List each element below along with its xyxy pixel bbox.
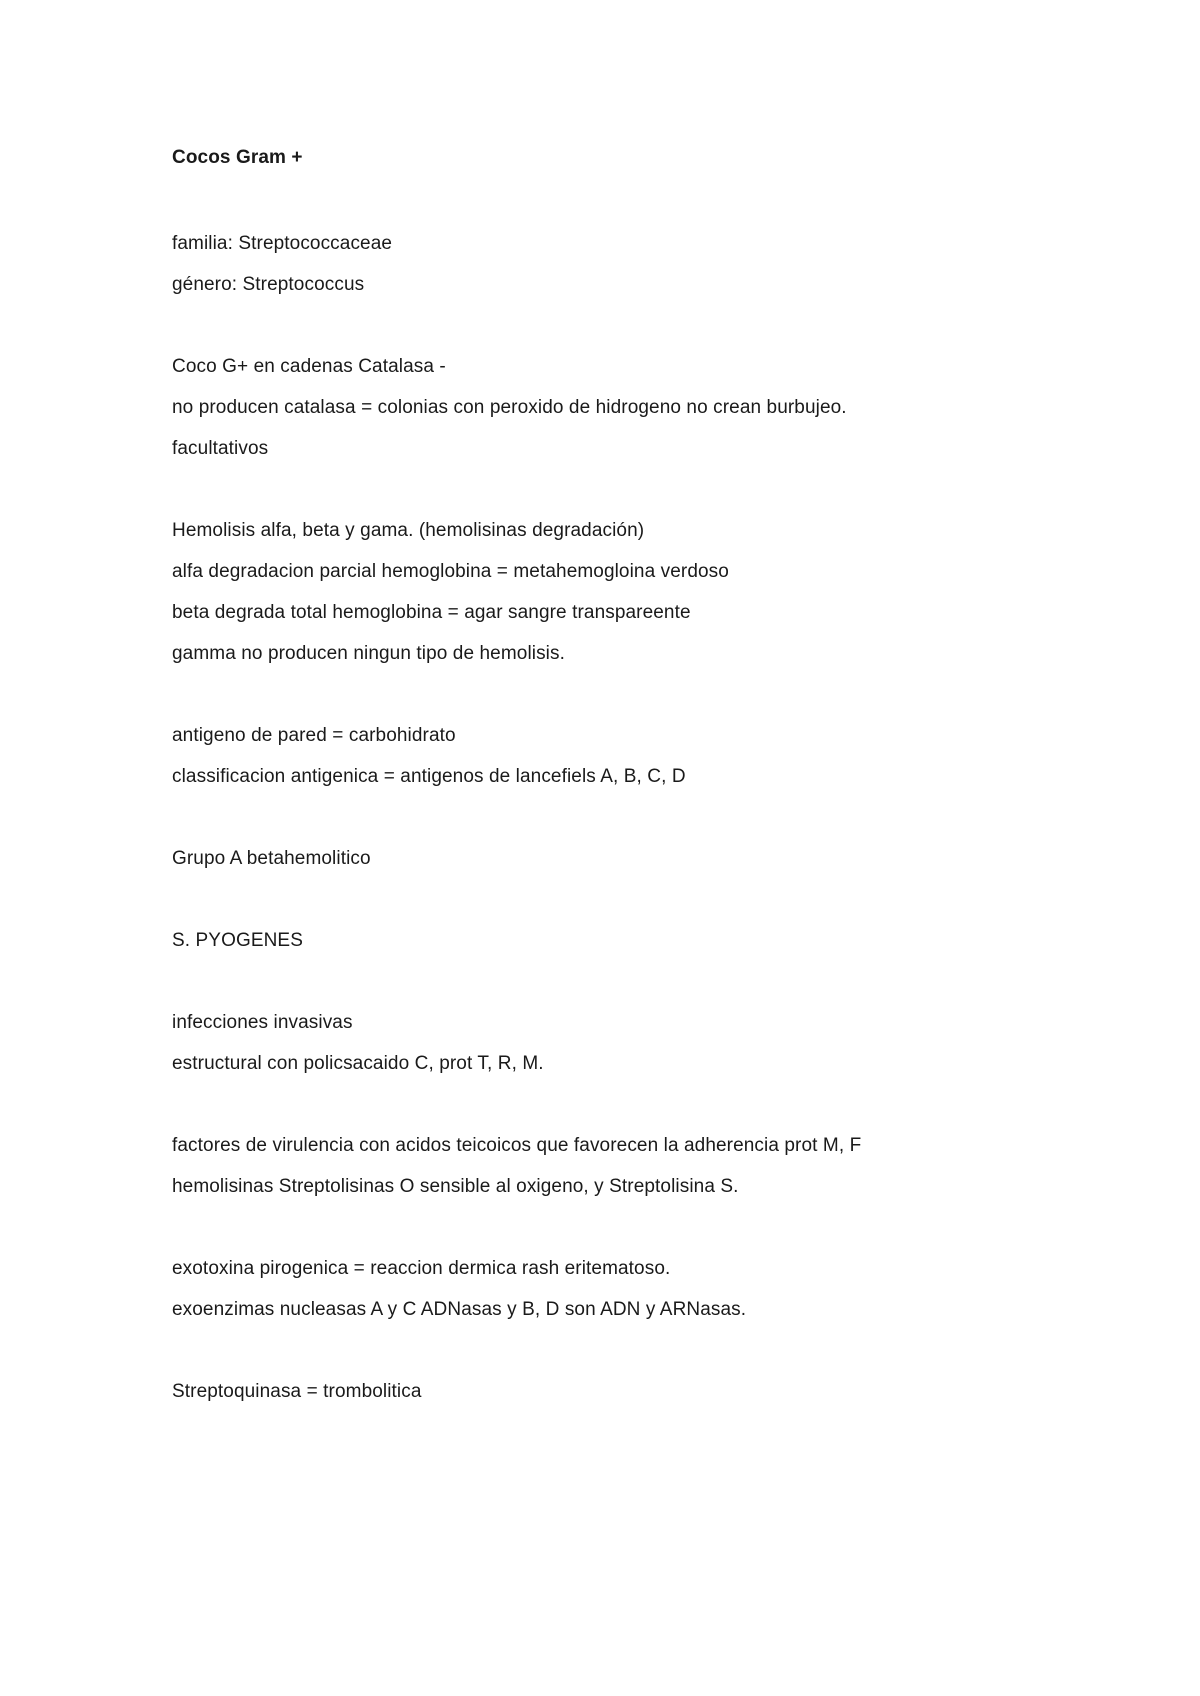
text-line-factores: factores de virulencia con acidos teicoicos que favorecen la adherencia prot M, F xyxy=(172,1135,862,1156)
text-line-streptoquinasa: Streptoquinasa = trombolitica xyxy=(172,1381,422,1402)
text-line-coco: Coco G+ en cadenas Catalasa - xyxy=(172,356,446,377)
text-line-exoenzimas: exoenzimas nucleasas A y C ADNasas y B, D son ADN y ARNasas. xyxy=(172,1299,747,1320)
text-line-hemolisis: Hemolisis alfa, beta y gama. (hemolisinas degradación) xyxy=(172,520,645,541)
text-line-beta: beta degrada total hemoglobina = agar sangre transpareente xyxy=(172,602,691,623)
text-line-alfa: alfa degradacion parcial hemoglobina = metahemogloina verdoso xyxy=(172,561,729,582)
text-line-antigeno: antigeno de pared = carbohidrato xyxy=(172,725,456,746)
text-line-classificacion: classificacion antigenica = antigenos de lancefiels A, B, C, D xyxy=(172,766,686,787)
text-line-exotoxina: exotoxina pirogenica = reaccion dermica rash eritematoso. xyxy=(172,1258,671,1279)
text-line-hemolisinas: hemolisinas Streptolisinas O sensible al oxigeno, y Streptolisina S. xyxy=(172,1176,739,1197)
text-line-grupo-a: Grupo A betahemolitico xyxy=(172,848,371,869)
document-title: Cocos Gram + xyxy=(172,147,303,168)
text-line-facultativos: facultativos xyxy=(172,438,269,459)
text-line-estructural: estructural con policsacaido C, prot T, R, M. xyxy=(172,1053,544,1074)
text-line-gamma: gamma no producen ningun tipo de hemolisis. xyxy=(172,643,565,664)
text-line-infecciones: infecciones invasivas xyxy=(172,1012,353,1033)
text-line-familia: familia: Streptococcaceae xyxy=(172,233,393,254)
text-line-catalasa: no producen catalasa = colonias con peroxido de hidrogeno no crean burbujeo. xyxy=(172,397,847,418)
text-line-s-pyogenes: S. PYOGENES xyxy=(172,930,303,951)
text-line-genero: género: Streptococcus xyxy=(172,274,365,295)
